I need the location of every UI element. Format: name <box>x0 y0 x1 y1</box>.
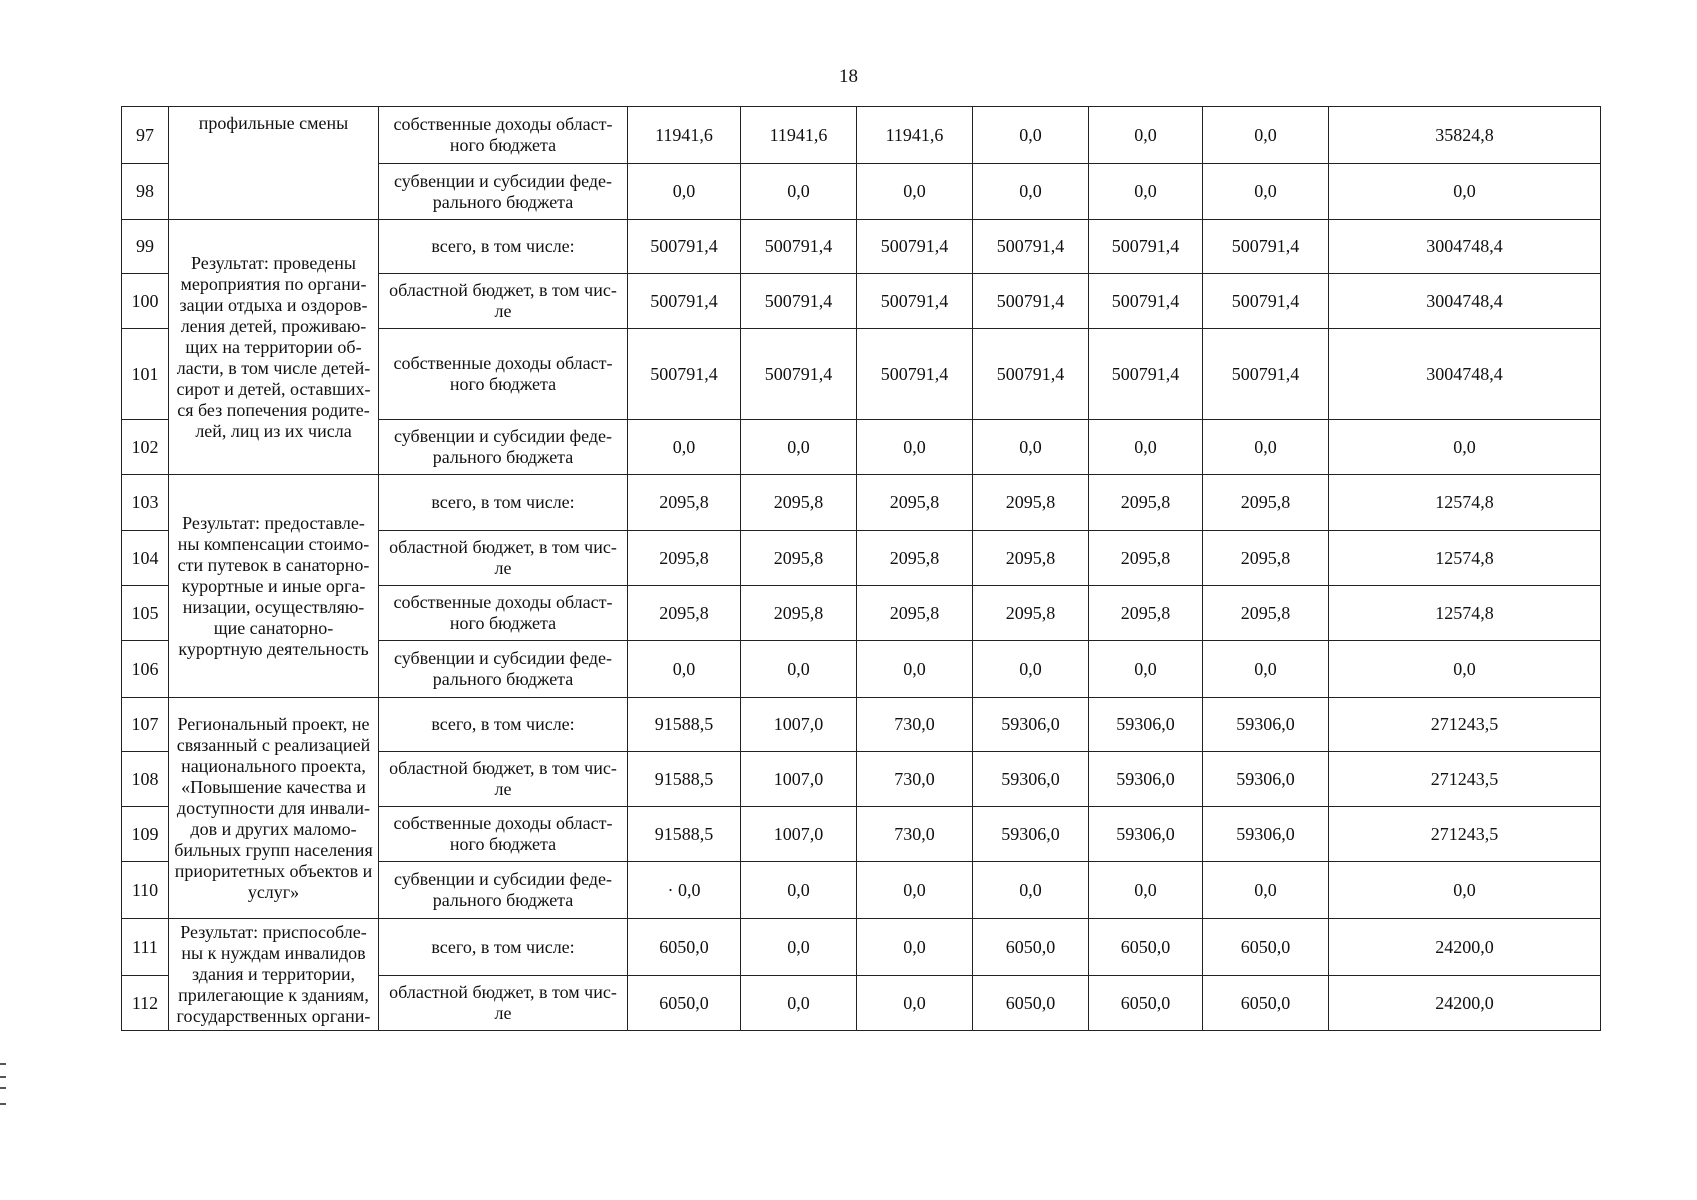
funding-source: субвенции и субсидии феде-рального бюджета <box>379 862 628 919</box>
value-cell: 2095,8 <box>741 531 857 586</box>
value-cell: 500791,4 <box>1203 274 1329 329</box>
funding-source: областной бюджет, в том чис-ле <box>379 274 628 329</box>
value-cell: 11941,6 <box>857 107 973 164</box>
funding-source: всего, в том числе: <box>379 220 628 274</box>
value-cell: 91588,5 <box>628 752 741 807</box>
value-total: 271243,5 <box>1329 752 1601 807</box>
value-cell: 500791,4 <box>1203 329 1329 420</box>
value-cell: 0,0 <box>1089 107 1203 164</box>
value-cell: 730,0 <box>857 752 973 807</box>
value-cell: 0,0 <box>741 420 857 475</box>
value-cell: 1007,0 <box>741 698 857 752</box>
value-cell: 0,0 <box>628 164 741 220</box>
funding-source: областной бюджет, в том чис-ле <box>379 531 628 586</box>
value-cell: 2095,8 <box>973 475 1089 531</box>
funding-source: всего, в том числе: <box>379 919 628 976</box>
value-cell: 2095,8 <box>1089 531 1203 586</box>
value-cell: 6050,0 <box>973 919 1089 976</box>
value-cell: 2095,8 <box>857 586 973 641</box>
scan-edge-mark <box>0 1063 6 1105</box>
value-cell: 0,0 <box>973 641 1089 698</box>
value-cell: 0,0 <box>1203 164 1329 220</box>
value-cell: 500791,4 <box>1203 220 1329 274</box>
value-cell: 0,0 <box>857 420 973 475</box>
value-cell: 11941,6 <box>741 107 857 164</box>
funding-source: собственные доходы област-ного бюджета <box>379 329 628 420</box>
value-cell: 0,0 <box>1203 641 1329 698</box>
value-cell: 2095,8 <box>1203 586 1329 641</box>
value-cell: 59306,0 <box>973 752 1089 807</box>
funding-source: собственные доходы област-ного бюджета <box>379 107 628 164</box>
value-total: 271243,5 <box>1329 698 1601 752</box>
value-total: 3004748,4 <box>1329 274 1601 329</box>
funding-source: всего, в том числе: <box>379 698 628 752</box>
value-cell: 0,0 <box>973 164 1089 220</box>
value-cell: 6050,0 <box>628 976 741 1031</box>
value-cell: 59306,0 <box>1203 698 1329 752</box>
row-number: 103 <box>122 475 169 531</box>
value-total: 3004748,4 <box>1329 329 1601 420</box>
value-cell: 500791,4 <box>628 220 741 274</box>
value-cell: 0,0 <box>628 420 741 475</box>
value-cell: 500791,4 <box>741 329 857 420</box>
value-cell: 0,0 <box>741 164 857 220</box>
row-number: 109 <box>122 807 169 862</box>
value-cell: 500791,4 <box>857 274 973 329</box>
value-cell: 2095,8 <box>857 475 973 531</box>
value-cell: 2095,8 <box>741 475 857 531</box>
row-number: 97 <box>122 107 169 164</box>
value-cell: 6050,0 <box>1089 976 1203 1031</box>
funding-source: областной бюджет, в том чис-ле <box>379 752 628 807</box>
value-cell: 500791,4 <box>628 329 741 420</box>
value-total: 35824,8 <box>1329 107 1601 164</box>
value-cell: 0,0 <box>857 862 973 919</box>
value-cell: 0,0 <box>1089 420 1203 475</box>
row-number: 104 <box>122 531 169 586</box>
item-description: Результат: приспособле-ны к нуждам инвалидов здания и территории, прилегающие к зданиям, государственных органи- <box>169 919 379 1031</box>
funding-source: всего, в том числе: <box>379 475 628 531</box>
value-cell: 500791,4 <box>741 220 857 274</box>
value-cell: 2095,8 <box>628 586 741 641</box>
value-cell: 6050,0 <box>973 976 1089 1031</box>
value-cell: 6050,0 <box>1203 919 1329 976</box>
funding-source: собственные доходы област-ного бюджета <box>379 586 628 641</box>
table-row <box>122 919 1601 976</box>
value-cell: 500791,4 <box>1089 274 1203 329</box>
value-total: 12574,8 <box>1329 475 1601 531</box>
value-total: 271243,5 <box>1329 807 1601 862</box>
value-cell: 91588,5 <box>628 698 741 752</box>
value-cell: 2095,8 <box>628 531 741 586</box>
item-description: Результат: проведены мероприятия по органи-зации отдыха и оздоров-ления детей, проживаю-щих на территории об-ласти, в том числе детей-сирот и детей, оставших-ся без попечения родите-лей, лиц из их числа <box>169 220 379 475</box>
row-number: 105 <box>122 586 169 641</box>
funding-source: областной бюджет, в том чис-ле <box>379 976 628 1031</box>
budget-table <box>121 106 1601 1031</box>
value-cell: 2095,8 <box>857 531 973 586</box>
value-cell: 2095,8 <box>1089 475 1203 531</box>
value-cell: 0,0 <box>857 641 973 698</box>
value-cell: 0,0 <box>973 107 1089 164</box>
funding-source: субвенции и субсидии феде-рального бюджета <box>379 641 628 698</box>
value-cell: 500791,4 <box>1089 329 1203 420</box>
value-cell: 500791,4 <box>741 274 857 329</box>
value-cell: 2095,8 <box>1203 531 1329 586</box>
value-cell: 59306,0 <box>973 807 1089 862</box>
value-cell: 59306,0 <box>973 698 1089 752</box>
item-description: профильные смены <box>169 107 379 220</box>
table-row <box>122 107 1601 164</box>
row-number: 101 <box>122 329 169 420</box>
value-cell: 2095,8 <box>973 586 1089 641</box>
table-row <box>122 220 1601 274</box>
funding-source: субвенции и субсидии феде-рального бюджета <box>379 164 628 220</box>
value-cell: 2095,8 <box>973 531 1089 586</box>
value-cell: 59306,0 <box>1203 752 1329 807</box>
value-cell: 11941,6 <box>628 107 741 164</box>
value-total: 0,0 <box>1329 862 1601 919</box>
value-total: 0,0 <box>1329 641 1601 698</box>
value-cell: 0,0 <box>741 641 857 698</box>
value-cell: 59306,0 <box>1203 807 1329 862</box>
value-total: 24200,0 <box>1329 919 1601 976</box>
value-cell: 0,0 <box>1089 641 1203 698</box>
value-cell: 59306,0 <box>1089 698 1203 752</box>
value-total: 24200,0 <box>1329 976 1601 1031</box>
row-number: 112 <box>122 976 169 1031</box>
value-cell: 0,0 <box>857 919 973 976</box>
value-cell: 500791,4 <box>628 274 741 329</box>
table-row <box>122 475 1601 531</box>
value-cell: 6050,0 <box>1203 976 1329 1031</box>
value-cell: 0,0 <box>973 420 1089 475</box>
row-number: 107 <box>122 698 169 752</box>
value-cell: 2095,8 <box>1203 475 1329 531</box>
table-row <box>122 698 1601 752</box>
row-number: 100 <box>122 274 169 329</box>
value-cell: 730,0 <box>857 698 973 752</box>
item-description: Результат: предоставле-ны компенсации стоимо-сти путевок в санаторно-курортные и иные орга-низации, осуществляю-щие санаторно-курортную деятельность <box>169 475 379 698</box>
row-number: 108 <box>122 752 169 807</box>
value-total: 3004748,4 <box>1329 220 1601 274</box>
value-total: 12574,8 <box>1329 586 1601 641</box>
value-total: 0,0 <box>1329 420 1601 475</box>
row-number: 111 <box>122 919 169 976</box>
value-cell: 500791,4 <box>857 220 973 274</box>
row-number: 99 <box>122 220 169 274</box>
value-cell: 6050,0 <box>1089 919 1203 976</box>
row-number: 110 <box>122 862 169 919</box>
value-cell: 500791,4 <box>973 274 1089 329</box>
value-total: 0,0 <box>1329 164 1601 220</box>
row-number: 106 <box>122 641 169 698</box>
value-cell: 0,0 <box>857 164 973 220</box>
value-cell: 1007,0 <box>741 807 857 862</box>
value-cell: 0,0 <box>857 976 973 1031</box>
value-cell: 0,0 <box>741 862 857 919</box>
value-cell: 91588,5 <box>628 807 741 862</box>
value-cell: 0,0 <box>741 919 857 976</box>
value-cell: 0,0 <box>973 862 1089 919</box>
value-cell: 0,0 <box>1089 862 1203 919</box>
value-cell: 0,0 <box>1203 107 1329 164</box>
funding-source: собственные доходы област-ного бюджета <box>379 807 628 862</box>
value-cell: 500791,4 <box>857 329 973 420</box>
value-cell: 2095,8 <box>628 475 741 531</box>
value-total: 12574,8 <box>1329 531 1601 586</box>
value-cell: 6050,0 <box>628 919 741 976</box>
value-cell: 500791,4 <box>1089 220 1203 274</box>
value-cell: 0,0 <box>628 641 741 698</box>
value-cell: 730,0 <box>857 807 973 862</box>
item-description: Региональный проект, не связанный с реализацией национального проекта, «Повышение качества и доступности для инвали-дов и других маломо-бильных групп населения приоритетных объектов и услуг» <box>169 698 379 919</box>
value-cell: · 0,0 <box>628 862 741 919</box>
value-cell: 500791,4 <box>973 329 1089 420</box>
value-cell: 59306,0 <box>1089 807 1203 862</box>
value-cell: 0,0 <box>741 976 857 1031</box>
page-number: 18 <box>839 66 858 87</box>
row-number: 98 <box>122 164 169 220</box>
value-cell: 0,0 <box>1089 164 1203 220</box>
value-cell: 0,0 <box>1203 862 1329 919</box>
value-cell: 59306,0 <box>1089 752 1203 807</box>
value-cell: 0,0 <box>1203 420 1329 475</box>
row-number: 102 <box>122 420 169 475</box>
value-cell: 2095,8 <box>741 586 857 641</box>
funding-source: субвенции и субсидии феде-рального бюджета <box>379 420 628 475</box>
value-cell: 500791,4 <box>973 220 1089 274</box>
value-cell: 2095,8 <box>1089 586 1203 641</box>
value-cell: 1007,0 <box>741 752 857 807</box>
